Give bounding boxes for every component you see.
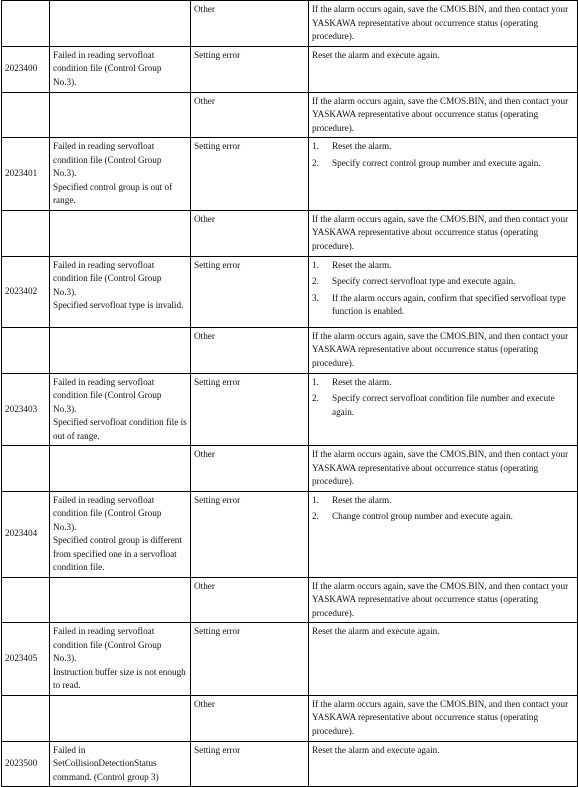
alarm-code-cell: 2023405	[2, 623, 50, 696]
remedy-cell	[309, 695, 578, 741]
remedy-step-text: Specify correct servofloat type and execute again.	[332, 276, 516, 286]
alarm-table	[1, 0, 578, 787]
remedy-step	[312, 392, 574, 419]
remedy-text: Reset the alarm and execute again.	[312, 626, 440, 636]
alarm-code-cell	[2, 327, 50, 373]
remedy-step	[312, 259, 574, 273]
alarm-description-cell	[50, 491, 191, 577]
table-row	[2, 446, 578, 492]
cause-category-cell: Setting error	[191, 138, 309, 211]
cause-category-cell: Other	[191, 210, 309, 256]
table-row	[2, 1, 578, 47]
alarm-code-cell: 2023500	[2, 741, 50, 787]
alarm-description-line: Failed in reading servofloat condition file (Control Group No.3).	[53, 49, 162, 87]
alarm-description-cell	[50, 46, 191, 92]
remedy-step-number: 1.	[312, 376, 319, 387]
cause-category-cell: Other	[191, 1, 309, 47]
remedy-text: If the alarm occurs again, save the CMOS.BIN, and then contact your YASKAWA representative about occurrence status (operating procedure).	[312, 213, 569, 251]
alarm-description-cell	[50, 577, 191, 623]
alarm-description-cell	[50, 92, 191, 138]
table-row	[2, 741, 578, 787]
alarm-description-line: Specified control group is out of range.	[53, 181, 173, 205]
remedy-step-number: 1.	[312, 494, 319, 505]
alarm-code-cell: 2023400	[2, 46, 50, 92]
alarm-description-cell	[50, 256, 191, 327]
remedy-cell	[309, 741, 578, 787]
alarm-code-cell	[2, 446, 50, 492]
remedy-cell	[309, 46, 578, 92]
alarm-description-cell	[50, 373, 191, 446]
alarm-description-line: Failed in reading servofloat condition file (Control Group No.3).	[53, 626, 162, 663]
table-row	[2, 138, 578, 211]
remedy-step-text: Reset the alarm.	[332, 259, 392, 270]
remedy-cell	[309, 210, 578, 256]
alarm-code-cell: 2023401	[2, 138, 50, 211]
alarm-code-cell	[2, 577, 50, 623]
remedy-cell	[309, 138, 578, 211]
alarm-table-body	[2, 1, 578, 787]
remedy-text: If the alarm occurs again, save the CMOS.BIN, and then contact your YASKAWA representative about occurrence status (operating procedure).	[312, 330, 569, 368]
alarm-description-cell	[50, 1, 191, 47]
alarm-description-line: Failed in SetCollisionDetectionStatus command. (Control group 3)	[53, 744, 159, 782]
alarm-description-cell	[50, 210, 191, 256]
remedy-cell	[309, 256, 578, 327]
alarm-code-cell	[2, 1, 50, 47]
remedy-text: Reset the alarm and execute again.	[312, 49, 440, 60]
remedy-step-number: 1.	[312, 141, 319, 151]
alarm-description-cell	[50, 138, 191, 211]
alarm-code-cell	[2, 92, 50, 138]
cause-category-cell: Setting error	[191, 46, 309, 92]
cause-category-cell: Setting error	[191, 741, 309, 787]
remedy-step	[312, 292, 574, 319]
cause-category-cell: Other	[191, 577, 309, 623]
table-row	[2, 327, 578, 373]
remedy-step-number: 2.	[312, 276, 319, 286]
table-row	[2, 210, 578, 256]
remedy-step	[312, 140, 574, 154]
cause-category-cell: Setting error	[191, 623, 309, 696]
alarm-description-line: Specified servofloat condition file is out of range.	[53, 417, 187, 441]
alarm-description-cell	[50, 695, 191, 741]
remedy-step-text: Specify correct control group number and execute again.	[332, 157, 541, 168]
alarm-description-line: Failed in reading servofloat condition file (Control Group No.3).	[53, 141, 162, 178]
alarm-code-cell	[2, 695, 50, 741]
cause-category-cell: Other	[191, 446, 309, 492]
remedy-step-number: 3.	[312, 292, 319, 303]
alarm-description-cell	[50, 327, 191, 373]
remedy-cell	[309, 92, 578, 138]
remedy-cell	[309, 491, 578, 577]
remedy-step-text: Reset the alarm.	[332, 494, 392, 505]
remedy-cell	[309, 577, 578, 623]
remedy-step-number: 2.	[312, 511, 319, 521]
alarm-description-line: Specified servofloat type is invalid.	[53, 300, 184, 310]
alarm-description-cell	[50, 741, 191, 787]
table-row	[2, 92, 578, 138]
cause-category-cell: Setting error	[191, 373, 309, 446]
remedy-cell	[309, 446, 578, 492]
remedy-text: If the alarm occurs again, save the CMOS.BIN, and then contact your YASKAWA representative about occurrence status (operating procedure).	[312, 698, 569, 736]
remedy-step	[312, 494, 574, 508]
remedy-cell	[309, 623, 578, 696]
remedy-text: If the alarm occurs again, save the CMOS.BIN, and then contact your YASKAWA representative about occurrence status (operating procedure).	[312, 449, 569, 486]
remedy-step-number: 2.	[312, 157, 319, 168]
remedy-text: If the alarm occurs again, save the CMOS.BIN, and then contact your YASKAWA representative about occurrence status (operating procedure).	[312, 580, 569, 618]
remedy-cell	[309, 327, 578, 373]
remedy-step	[312, 275, 574, 289]
table-row	[2, 623, 578, 696]
remedy-step-text: Specify correct servofloat condition file number and execute again.	[332, 393, 555, 417]
table-row	[2, 577, 578, 623]
cause-category-cell: Other	[191, 695, 309, 741]
remedy-step	[312, 157, 574, 171]
alarm-code-cell: 2023402	[2, 256, 50, 327]
alarm-description-line: Failed in reading servofloat condition file (Control Group No.3).	[53, 376, 162, 414]
table-row	[2, 373, 578, 446]
alarm-code-cell	[2, 210, 50, 256]
table-row	[2, 256, 578, 327]
remedy-step-number: 2.	[312, 393, 319, 403]
remedy-step-text: Change control group number and execute again.	[332, 511, 513, 521]
table-row	[2, 46, 578, 92]
remedy-step	[312, 510, 574, 524]
table-row	[2, 491, 578, 577]
remedy-step-text: Reset the alarm.	[332, 376, 392, 387]
alarm-description-line: Failed in reading servofloat condition file (Control Group No.3).	[53, 259, 162, 297]
alarm-description-line: Instruction buffer size is not enough to read.	[53, 666, 186, 690]
remedy-cell	[309, 373, 578, 446]
alarm-description-line: Specified control group is different from specified one in a servofloat condition file.	[53, 535, 182, 572]
alarm-description-cell	[50, 446, 191, 492]
remedy-text: If the alarm occurs again, save the CMOS.BIN, and then contact your YASKAWA representative about occurrence status (operating procedure).	[312, 4, 569, 41]
cause-category-cell: Setting error	[191, 256, 309, 327]
remedy-step	[312, 376, 574, 390]
alarm-description-line: Failed in reading servofloat condition file (Control Group No.3).	[53, 494, 162, 532]
remedy-step-number: 1.	[312, 259, 319, 270]
alarm-description-cell	[50, 623, 191, 696]
remedy-cell	[309, 1, 578, 47]
remedy-text: Reset the alarm and execute again.	[312, 744, 440, 755]
table-row	[2, 695, 578, 741]
cause-category-cell: Setting error	[191, 491, 309, 577]
cause-category-cell: Other	[191, 92, 309, 138]
cause-category-cell: Other	[191, 327, 309, 373]
remedy-step-text: If the alarm occurs again, confirm that specified servofloat type function is enabled.	[332, 292, 566, 316]
remedy-text: If the alarm occurs again, save the CMOS.BIN, and then contact your YASKAWA representative about occurrence status (operating procedure).	[312, 95, 569, 133]
alarm-code-cell: 2023403	[2, 373, 50, 446]
alarm-code-cell: 2023404	[2, 491, 50, 577]
remedy-step-text: Reset the alarm.	[332, 141, 392, 151]
